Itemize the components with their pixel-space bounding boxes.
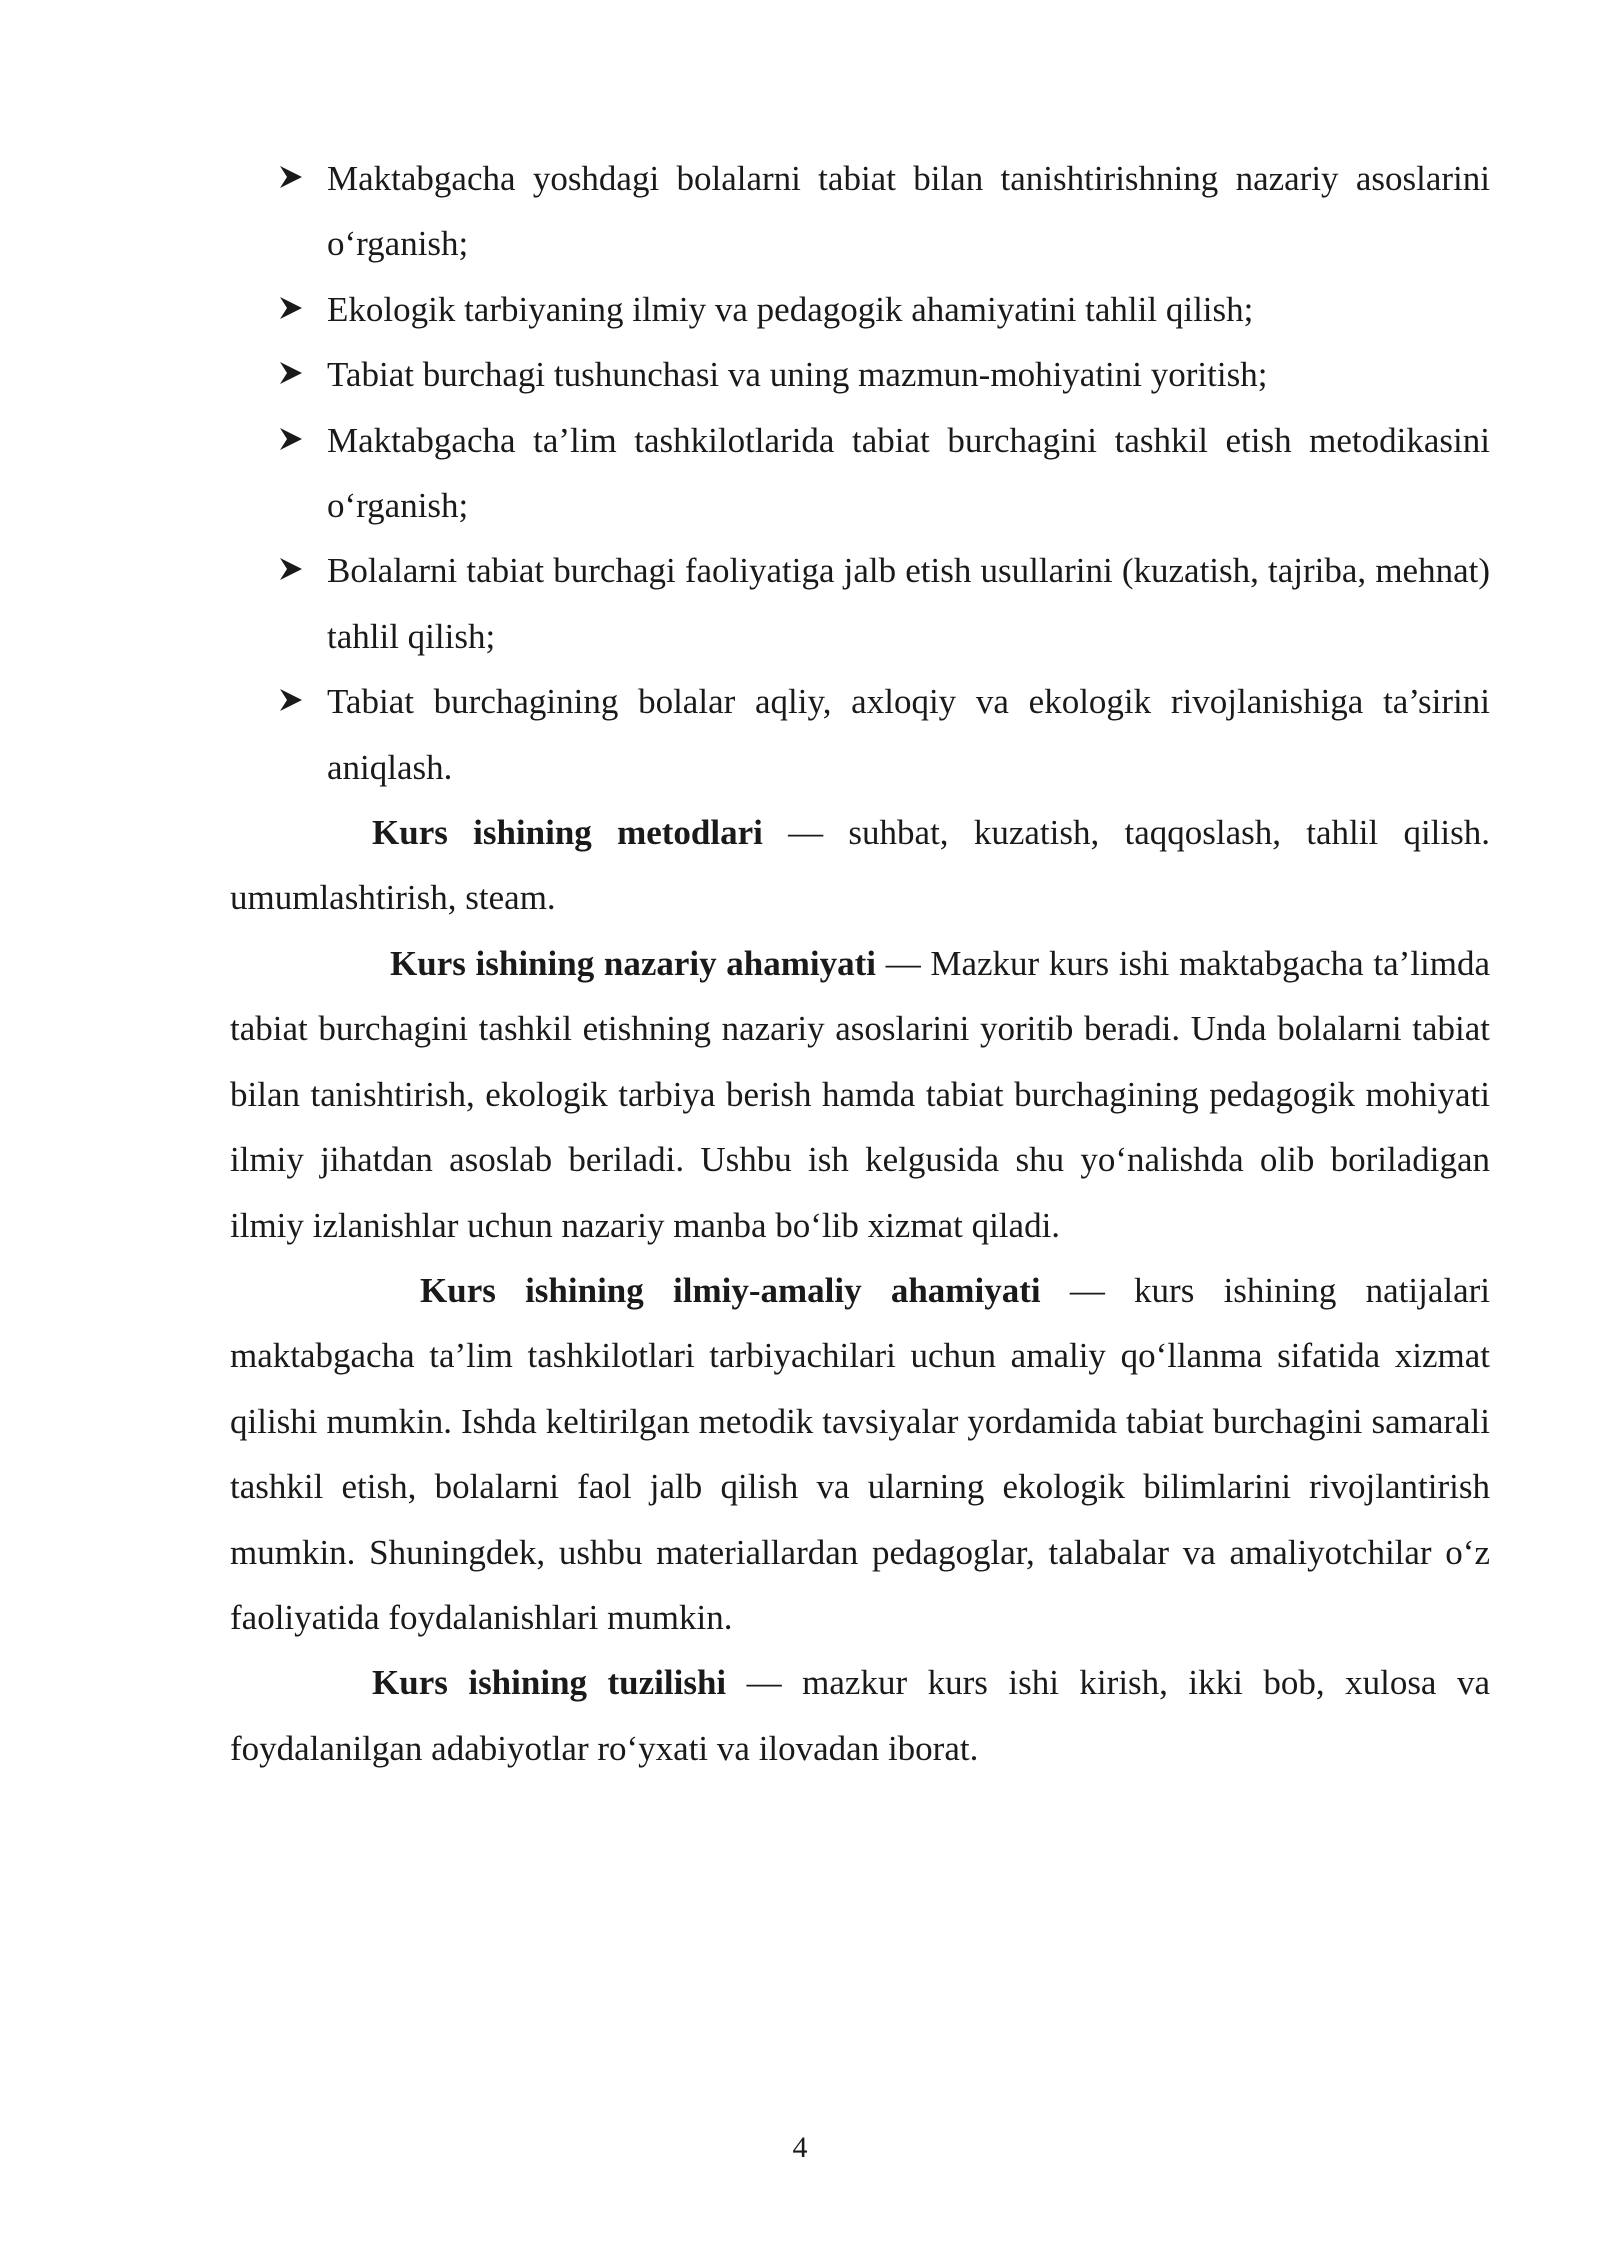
practical-significance-paragraph xyxy=(230,1258,1490,1650)
arrowhead-bullet-icon xyxy=(278,146,308,211)
methods-heading: Kurs ishining metodlari xyxy=(372,813,763,853)
list-item-text: Ekologik tarbiyaning ilmiy va pedagogik ahamiyatini tahlil qilish; xyxy=(327,289,1254,329)
list-item-text: Tabiat burchagining bolalar aqliy, axloqiy va ekologik rivojlanishiga ta’sirini aniqlash. xyxy=(327,682,1490,787)
objectives-list xyxy=(230,146,1490,800)
arrowhead-bullet-icon xyxy=(278,669,308,734)
theoretical-significance-text: — Mazkur kurs ishi maktabgacha ta’limda tabiat burchagini tashkil etishning nazariy asoslarini yoritib beradi. Unda bolalarni tabiat bilan tanishtirish, ekologik tarbiya berish hamda tabiat burchagining pedagogik mohiyati ilmiy jihatdan asoslab beriladi. Ushbu ish kelgusida shu yo‘nalishda olib boriladigan ilmiy izlanishlar uchun nazariy manba bo‘lib xizmat qiladi. xyxy=(230,943,1490,1245)
list-item-text: Maktabgacha ta’lim tashkilotlarida tabiat burchagini tashkil etish metodikasini o‘rganish; xyxy=(327,420,1490,526)
theoretical-significance-paragraph xyxy=(230,931,1490,1258)
practical-significance-text: — kurs ishining natijalari maktabgacha ta’lim tashkilotlari tarbiyachilari uchun amaliy qo‘llanma sifatida xizmat qilishi mumkin. Ishda keltirilgan metodik tavsiyalar yordamida tabiat burchagini samarali tashkil etish, bolalarni faol jalb qilish va ularning ekologik bilimlarini rivojlantirish mumkin. Shuningdek, ushbu materiallardan pedagoglar, talabalar va amaliyotchilar o‘z faoliyatida foydalanishlari mumkin. xyxy=(230,1270,1490,1637)
list-item xyxy=(230,408,1490,539)
list-item-text: Bolalarni tabiat burchagi faoliyatiga jalb etish usullarini (kuzatish, tajriba, mehnat) tahlil qilish; xyxy=(327,551,1490,656)
list-item xyxy=(230,538,1490,669)
list-item xyxy=(230,669,1490,800)
structure-text: — mazkur kurs ishi kirish, ikki bob, xulosa va foydalanilgan adabiyotlar ro‘yxati va ilovadan iborat. xyxy=(230,1663,1491,1768)
list-item-text: Maktabgacha yoshdagi bolalarni tabiat bilan tanishtirishning nazariy asoslarini o‘rganish; xyxy=(327,159,1490,264)
practical-significance-heading: Kurs ishining ilmiy-amaliy ahamiyati xyxy=(420,1270,1041,1310)
arrowhead-bullet-icon xyxy=(278,408,308,473)
arrowhead-bullet-icon xyxy=(278,538,308,603)
list-item-text: Tabiat burchagi tushunchasi va uning mazmun-mohiyatini yoritish; xyxy=(327,355,1268,395)
methods-paragraph xyxy=(230,800,1490,931)
list-item xyxy=(230,277,1490,342)
page-content xyxy=(230,146,1490,1781)
structure-paragraph xyxy=(230,1650,1490,1781)
methods-text: — suhbat, kuzatish, taqqoslash, tahlil qilish. umumlashtirish, steam. xyxy=(230,813,1490,918)
arrowhead-bullet-icon xyxy=(278,342,308,407)
list-item xyxy=(230,342,1490,407)
list-item xyxy=(230,146,1490,277)
page-number: 4 xyxy=(792,2131,808,2164)
structure-heading: Kurs ishining tuzilishi xyxy=(372,1663,727,1703)
theoretical-significance-heading: Kurs ishining nazariy ahamiyati xyxy=(390,943,877,983)
arrowhead-bullet-icon xyxy=(278,277,308,342)
